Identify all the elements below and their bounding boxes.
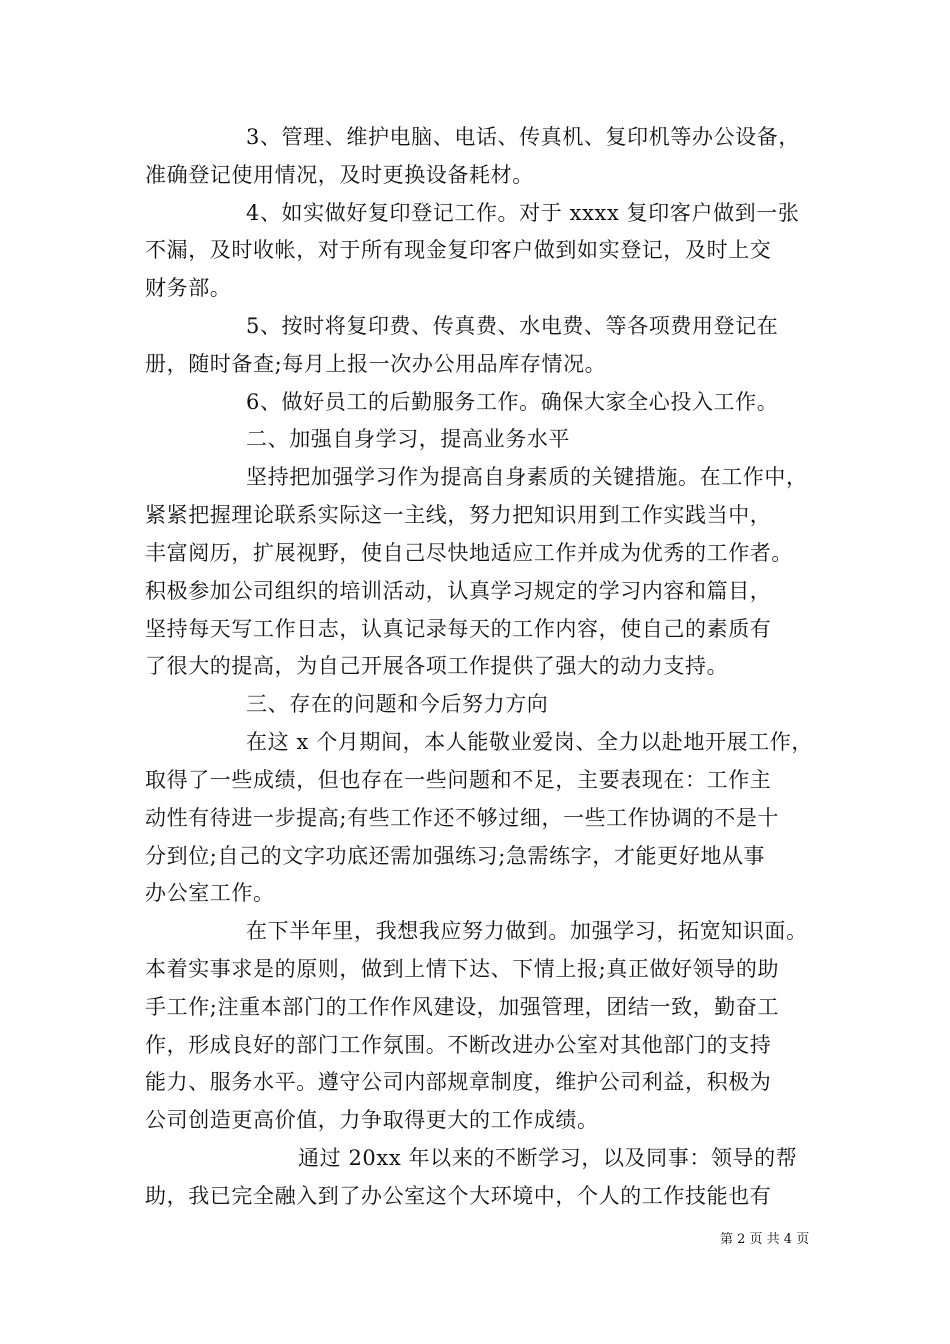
text-line: 在这 x 个月期间，本人能敬业爱岗、全力以赴地开展工作， <box>246 730 813 754</box>
text-line: 了很大的提高，为自己开展各项工作提供了强大的动力支持。 <box>145 654 729 678</box>
text-line: 不漏，及时收帐，对于所有现金复印客户做到如实登记，及时上交 <box>145 238 772 262</box>
text-line: 3、管理、维护电脑、电话、传真机、复印机等办公设备， <box>246 125 800 149</box>
text-line: 本着实事求是的原则，做到上情下达、下情上报;真正做好领导的助 <box>145 957 780 981</box>
text-line: 册，随时备查;每月上报一次办公用品库存情况。 <box>145 352 607 376</box>
text-line: 坚持每天写工作日志，认真记录每天的工作内容，使自己的素质有 <box>145 617 772 641</box>
text-line: 公司创造更高价值，力争取得更大的工作成绩。 <box>145 1108 599 1132</box>
text-line: 取得了一些成绩，但也存在一些问题和不足，主要表现在：工作主 <box>145 768 772 792</box>
text-line: 积极参加公司组织的培训活动，认真学习规定的学习内容和篇目， <box>145 579 772 603</box>
text-line: 能力、服务水平。遵守公司内部规章制度，维护公司利益，积极为 <box>145 1070 772 1094</box>
text-line: 分到位;自己的文字功底还需加强练习;急需练字，才能更好地从事 <box>145 844 766 868</box>
text-line: 在下半年里，我想我应努力做到。加强学习，拓宽知识面。 <box>246 919 808 943</box>
text-line: 作，形成良好的部门工作氛围。不断改进办公室对其他部门的支持 <box>145 1033 772 1057</box>
text-line: 财务部。 <box>145 276 232 300</box>
section-heading: 三、存在的问题和今后努力方向 <box>246 692 549 716</box>
text-line: 紧紧把握理论联系实际这一主线，努力把知识用到工作实践当中， <box>145 503 772 527</box>
text-line: 5、按时将复印费、传真费、水电费、等各项费用登记在 <box>246 314 779 338</box>
text-line: 办公室工作。 <box>145 881 275 905</box>
text-line: 坚持把加强学习作为提高自身素质的关键措施。在工作中， <box>246 465 808 489</box>
page-number: 第 2 页 共 4 页 <box>720 1232 810 1247</box>
text-line: 准确登记使用情况，及时更换设备耗材。 <box>145 163 534 187</box>
text-line: 通过 20xx 年以来的不断学习，以及同事：领导的帮 <box>298 1146 798 1170</box>
text-line: 助，我已完全融入到了办公室这个大环境中，个人的工作技能也有 <box>145 1184 772 1208</box>
text-line: 丰富阅历，扩展视野，使自己尽快地适应工作并成为优秀的工作者。 <box>145 541 793 565</box>
section-heading: 二、加强自身学习，提高业务水平 <box>246 427 570 451</box>
text-line: 6、做好员工的后勤服务工作。确保大家全心投入工作。 <box>246 390 779 414</box>
text-line: 动性有待进一步提高;有些工作还不够过细，一些工作协调的不是十 <box>145 806 780 830</box>
text-line: 手工作;注重本部门的工作作风建设，加强管理，团结一致，勤奋工 <box>145 995 780 1019</box>
text-line: 4、如实做好复印登记工作。对于 xxxx 复印客户做到一张 <box>246 201 800 225</box>
